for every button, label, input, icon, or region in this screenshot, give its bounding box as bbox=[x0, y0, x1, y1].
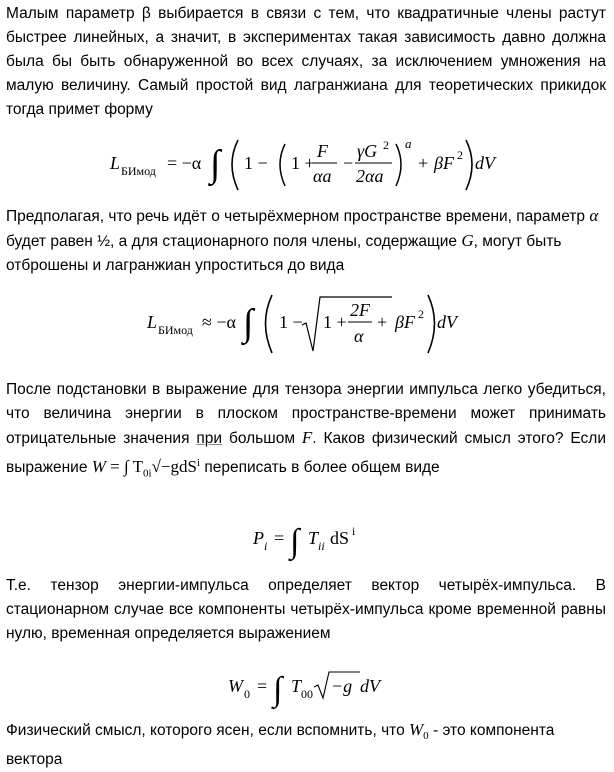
dv: dV bbox=[360, 676, 380, 696]
beta-f-sup: 2 bbox=[457, 148, 463, 162]
paren-right-inner bbox=[396, 144, 401, 186]
beta-f: βF bbox=[395, 312, 415, 332]
formula-lagrangian-simplified bbox=[0, 285, 614, 365]
g-symbol: G bbox=[461, 231, 474, 250]
beta-f: βF bbox=[434, 153, 454, 173]
paragraph-5: Физический смысл, которого ясен, если вспомнить, что $W_0$ - это компонента вектора bbox=[6, 720, 555, 769]
paren-right-outer bbox=[466, 140, 472, 190]
w-symbol: W bbox=[409, 720, 424, 739]
ds: dS bbox=[330, 528, 350, 548]
plus-sign: + bbox=[377, 312, 388, 332]
paragraph-2: Предполагая, что речь идёт о четырёхмерном пространстве времени, параметр α будет равен ½, а для стационарного поля члены, содержащие G, могут быть отброшены и лагранжиан упроститься до вида bbox=[6, 206, 599, 274]
beta-f-sup: 2 bbox=[418, 307, 424, 321]
frac1-den: αa bbox=[313, 166, 332, 186]
frac-num: 2F bbox=[350, 300, 370, 320]
frac-den: α bbox=[354, 326, 364, 346]
frac2-num: γG bbox=[357, 141, 378, 161]
plus-sign: + bbox=[418, 153, 429, 173]
integral-sign: ∫ bbox=[210, 143, 221, 185]
approx-minus-alpha: ≈ −α bbox=[202, 312, 236, 332]
t-symbol: T bbox=[291, 676, 302, 696]
one-plus: 1 + bbox=[291, 153, 315, 173]
p-symbol: P bbox=[253, 528, 264, 548]
paren-left bbox=[266, 295, 273, 353]
one-minus: 1 − bbox=[244, 153, 268, 173]
lagrangian-symbol: L bbox=[147, 312, 158, 332]
formula-lagrangian-full bbox=[0, 128, 614, 208]
paragraph-1: Малым параметр β выбирается в связи с тем, что квадратичные члены растут быстрее линейных, а значит, в экспериментах такая зависимость давно должна была бы быть обнаруженной во всех случаях, за исключением умножения на малую величину. Самый простой вид лагранжиана для теоретических прикидок тогда примет форму bbox=[6, 5, 606, 118]
dv: dV bbox=[437, 312, 457, 332]
lagrangian-symbol: L bbox=[110, 153, 121, 173]
t-symbol: T bbox=[308, 528, 319, 548]
formula-momentum bbox=[0, 508, 614, 568]
alpha-symbol: α bbox=[589, 206, 599, 225]
minus-sign: − bbox=[343, 153, 354, 173]
integral-sign: ∫ bbox=[273, 671, 283, 708]
dv: dV bbox=[475, 153, 495, 173]
equals-sign: = bbox=[257, 676, 268, 696]
t-subscript: ii bbox=[318, 539, 325, 553]
minus-g: −g bbox=[331, 676, 353, 696]
paragraph-3: После подстановки в выражение для тензора энергии импульса легко убедиться, что величина энергии в плоском пространстве-времени может принимать отрицательные значения при большом F. Каков физический смысл этого? Если выражение W = ∫ $T_{0i}√-gdS^i$ переписать в более общем виде bbox=[6, 381, 606, 480]
integral-sign: ∫ bbox=[290, 523, 300, 560]
integral-sign: ∫ bbox=[243, 302, 254, 344]
t-subscript: 00 bbox=[301, 687, 313, 701]
ds-superscript: i bbox=[352, 524, 356, 538]
f-symbol: F bbox=[301, 428, 313, 447]
w-symbol: W bbox=[91, 457, 106, 477]
lagrangian-subscript: БИмод bbox=[158, 323, 193, 337]
paren-left-inner bbox=[280, 144, 285, 186]
equals-sign: = bbox=[274, 528, 285, 548]
lagrangian-subscript: БИмод bbox=[121, 164, 156, 178]
power-a: a bbox=[405, 136, 412, 151]
frac1-num: F bbox=[317, 141, 328, 161]
equals-minus-alpha: = −α bbox=[167, 153, 202, 173]
paren-right bbox=[428, 295, 435, 353]
paren-left-outer bbox=[232, 140, 238, 190]
frac2-den: 2αa bbox=[356, 166, 384, 186]
w-subscript: 0 bbox=[244, 687, 250, 701]
formula-energy bbox=[0, 658, 614, 714]
one-minus: 1 − bbox=[279, 312, 303, 332]
paragraph-4: Т.е. тензор энергии-импульса определяет вектор четырёх-импульса. В стационарном случае все компоненты четырёх-импульса кроме временной равны нулю, временная определяется выражением bbox=[6, 577, 606, 642]
p-subscript: i bbox=[264, 539, 268, 553]
w-symbol: W bbox=[228, 676, 243, 696]
frac2-num-sup: 2 bbox=[383, 138, 389, 152]
one-plus: 1 + bbox=[323, 312, 347, 332]
